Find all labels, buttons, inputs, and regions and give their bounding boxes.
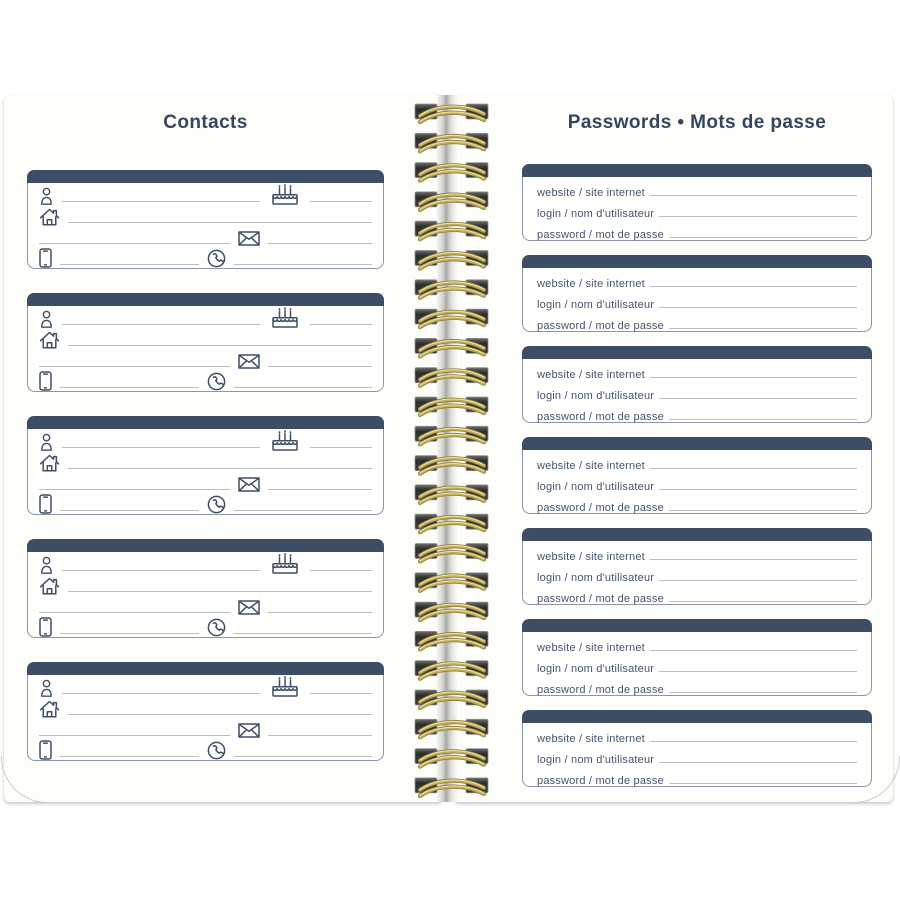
blank-line [68,468,372,469]
home-icon [39,331,60,349]
phone-icon [207,741,226,760]
blank-line [39,735,230,736]
mobile-phone-icon [39,371,52,391]
blank-line [234,264,373,265]
blank-line [268,612,372,613]
blank-line [60,633,199,634]
website-row [537,271,857,292]
login-label: login / nom d'utilisateur [537,481,655,493]
mobile-phone-icon [39,248,52,268]
spiral-binding [407,96,495,802]
password-entry-body [523,450,871,516]
password-label: password / mot de passe [537,593,664,605]
blank-line [669,601,857,602]
login-label: login / nom d'utilisateur [537,299,655,311]
block-header-bar [522,255,872,268]
block-header-bar [522,619,872,632]
block-header-bar [522,710,872,723]
mail-icon [238,600,260,615]
contact-email-row [39,719,372,740]
website-label: website / site internet [537,551,645,563]
contact-entry-block [27,539,384,638]
blank-line [310,693,372,694]
person-icon [39,556,54,574]
phone-icon [207,618,226,637]
password-entry-block [522,255,872,332]
phone-icon [207,249,226,268]
password-entry-body [523,177,871,243]
blank-line [268,366,372,367]
mobile-phone-icon [39,617,52,637]
blank-line [268,489,372,490]
blank-line [234,633,373,634]
password-entry-block [522,710,872,787]
blank-line [68,222,372,223]
website-label: website / site internet [537,187,645,199]
password-entry-body [523,268,871,334]
contact-address-row [39,575,372,596]
blank-line [62,447,260,448]
login-label: login / nom d'utilisateur [537,390,655,402]
password-label: password / mot de passe [537,684,664,696]
contact-address-row [39,452,372,473]
contact-phone-row [39,494,372,515]
blank-line [659,398,857,399]
contact-entry-body [28,306,383,392]
blank-line [659,216,857,217]
blank-line [60,756,199,757]
blank-line [650,559,857,560]
website-label: website / site internet [537,460,645,472]
password-entry-body [523,541,871,607]
birthday-cake-icon [270,674,300,697]
blank-line [62,693,260,694]
login-row [537,565,857,586]
login-row [537,656,857,677]
blank-line [659,489,857,490]
passwords-page-title: Passwords • Mots de passe [567,112,827,133]
blank-line [39,366,230,367]
blank-line [60,387,199,388]
password-entry-block [522,619,872,696]
person-icon [39,679,54,697]
blank-line [234,756,373,757]
password-row [537,495,857,516]
blank-line [234,387,373,388]
phone-icon [207,372,226,391]
login-label: login / nom d'utilisateur [537,663,655,675]
blank-line [669,237,857,238]
website-row [537,180,857,201]
blank-line [650,377,857,378]
contacts-page-title: Contacts [163,112,248,133]
block-header-bar [27,416,384,429]
block-header-bar [522,346,872,359]
blank-line [39,489,230,490]
password-row [537,768,857,789]
password-entry-block [522,164,872,241]
password-entry-block [522,437,872,514]
home-icon [39,454,60,472]
password-entry-block [522,528,872,605]
login-row [537,292,857,313]
website-row [537,726,857,747]
contact-address-row [39,329,372,350]
password-label: password / mot de passe [537,775,664,787]
website-row [537,635,857,656]
blank-line [62,570,260,571]
blank-line [68,714,372,715]
blank-line [60,510,199,511]
blank-line [659,671,857,672]
block-header-bar [522,437,872,450]
website-row [537,362,857,383]
password-label: password / mot de passe [537,229,664,241]
contact-name-birthday-row [39,554,372,575]
birthday-cake-icon [270,428,300,451]
password-entry-body [523,723,871,789]
blank-line [669,783,857,784]
mail-icon [238,231,260,246]
login-label: login / nom d'utilisateur [537,208,655,220]
contact-phone-row [39,617,372,638]
contacts-page [4,95,441,802]
person-icon [39,310,54,328]
blank-line [268,243,372,244]
password-row [537,313,857,334]
passwords-page [455,95,893,802]
block-header-bar [522,528,872,541]
blank-line [659,307,857,308]
password-label: password / mot de passe [537,320,664,332]
blank-line [68,591,372,592]
wire-loops [415,104,488,796]
website-row [537,453,857,474]
mail-icon [238,723,260,738]
login-label: login / nom d'utilisateur [537,754,655,766]
blank-line [234,510,373,511]
block-header-bar [27,539,384,552]
contact-entry-body [28,183,383,269]
blank-line [39,243,230,244]
blank-line [39,612,230,613]
blank-line [310,201,372,202]
website-row [537,544,857,565]
password-row [537,222,857,243]
blank-line [669,510,857,511]
blank-line [60,264,199,265]
login-row [537,383,857,404]
password-label: password / mot de passe [537,502,664,514]
birthday-cake-icon [270,305,300,328]
contact-email-row [39,473,372,494]
contact-name-birthday-row [39,308,372,329]
contact-entry-block [27,662,384,761]
blank-line [669,692,857,693]
contact-entry-body [28,552,383,638]
contact-entry-block [27,293,384,392]
contact-address-row [39,206,372,227]
person-icon [39,187,54,205]
blank-line [669,328,857,329]
contact-name-birthday-row [39,185,372,206]
mail-icon [238,477,260,492]
blank-line [62,201,260,202]
contact-email-row [39,227,372,248]
home-icon [39,700,60,718]
blank-line [310,570,372,571]
person-icon [39,433,54,451]
block-header-bar [27,293,384,306]
password-label: password / mot de passe [537,411,664,423]
contact-name-birthday-row [39,677,372,698]
block-header-bar [27,170,384,183]
mobile-phone-icon [39,494,52,514]
mail-icon [238,354,260,369]
password-row [537,404,857,425]
blank-line [659,580,857,581]
login-row [537,201,857,222]
password-entry-body [523,632,871,698]
home-icon [39,208,60,226]
blank-line [68,345,372,346]
blank-line [659,762,857,763]
birthday-cake-icon [270,182,300,205]
blank-line [650,650,857,651]
contact-email-row [39,596,372,617]
blank-line [62,324,260,325]
contact-entry-body [28,675,383,761]
contact-phone-row [39,371,372,392]
contact-address-row [39,698,372,719]
password-row [537,586,857,607]
login-label: login / nom d'utilisateur [537,572,655,584]
phone-icon [207,495,226,514]
contact-entry-block [27,170,384,269]
blank-line [310,324,372,325]
contact-phone-row [39,740,372,761]
contact-name-birthday-row [39,431,372,452]
website-label: website / site internet [537,278,645,290]
birthday-cake-icon [270,551,300,574]
blank-line [268,735,372,736]
password-entry-body [523,359,871,425]
blank-line [669,419,857,420]
blank-line [650,741,857,742]
blank-line [650,195,857,196]
website-label: website / site internet [537,642,645,654]
password-row [537,677,857,698]
block-header-bar [27,662,384,675]
login-row [537,747,857,768]
block-header-bar [522,164,872,177]
blank-line [650,468,857,469]
blank-line [310,447,372,448]
password-entry-block [522,346,872,423]
login-row [537,474,857,495]
website-label: website / site internet [537,733,645,745]
contact-entry-block [27,416,384,515]
home-icon [39,577,60,595]
contact-entry-body [28,429,383,515]
contact-phone-row [39,248,372,269]
contact-email-row [39,350,372,371]
blank-line [650,286,857,287]
website-label: website / site internet [537,369,645,381]
